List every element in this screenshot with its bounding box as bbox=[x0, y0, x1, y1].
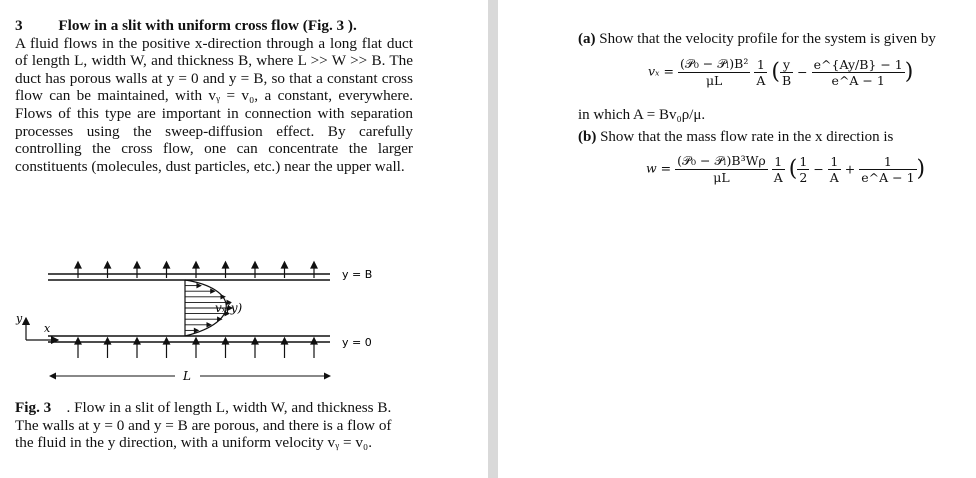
profile-arrow-head bbox=[197, 284, 201, 288]
cross-flow-arrow-head bbox=[311, 338, 317, 344]
cross-flow-arrow-head bbox=[75, 338, 81, 344]
length-label: L bbox=[183, 369, 191, 383]
part-b-text: Show that the mass flow rate in the x direction is bbox=[600, 129, 894, 145]
cross-flow-arrows-bottom bbox=[75, 338, 317, 358]
part-a-statement bbox=[578, 30, 936, 48]
problem-title: Flow in a slit with uniform cross flow (Fig. 3 ). bbox=[58, 17, 357, 34]
right-page bbox=[498, 0, 976, 478]
part-a-definition: in which A = Bv₀ρ/μ. bbox=[578, 107, 706, 123]
cross-flow-arrow-head bbox=[164, 262, 170, 268]
cross-flow-arrow-head bbox=[105, 262, 111, 268]
top-wall-label: y = B bbox=[342, 268, 373, 281]
part-b-statement bbox=[578, 128, 893, 146]
page-divider bbox=[488, 0, 498, 478]
cross-flow-arrow-head bbox=[223, 338, 229, 344]
cross-flow-arrows-top bbox=[75, 262, 317, 278]
problem-text: A fluid flows in the positive x-direction through a long flat duct of length L, width W, and thickness B, where L >> W >> B. The duct has porous walls at y = 0 and y = B, so that a constant cross flow can be maintained, with vᵧ = v₀, a constant, everywhere. Flows of this type are important in connection with separation processes using the sweep-diffusion effect. By carefully controlling the cross flow, one can concentrate the larger constituents (molecules, dust particles, etc.) near the upper wall. bbox=[15, 34, 413, 175]
x-axis-label: x bbox=[44, 322, 51, 335]
part-b-label: (b) bbox=[578, 129, 597, 145]
cross-flow-arrow-head bbox=[164, 338, 170, 344]
y-axis-label: y bbox=[16, 312, 23, 325]
cross-flow-arrow-head bbox=[252, 338, 258, 344]
cross-flow-arrow-head bbox=[282, 262, 288, 268]
velocity-equation: vₓ = $\frac{\text{(𝒫₀ − 𝒫ₗ)B²}}{\mu L}$ $\frac{1}{A}$ ( $\frac{y}{B}$ − $\frac{e\^{}\{Ay/B\} - 1}{e\^{}A - 1}$ ) bbox=[648, 56, 914, 88]
problem-statement bbox=[15, 17, 413, 175]
cross-flow-arrow-head bbox=[282, 338, 288, 344]
profile-label: vₓ(y) bbox=[215, 301, 243, 315]
cross-flow-arrow-head bbox=[193, 262, 199, 268]
figure-slit-flow bbox=[0, 240, 400, 390]
figure-caption bbox=[15, 399, 400, 452]
cross-flow-arrow-head bbox=[252, 262, 258, 268]
cross-flow-arrow-head bbox=[223, 262, 229, 268]
cross-flow-arrow-head bbox=[311, 262, 317, 268]
caption-label: Fig. 3 bbox=[15, 399, 52, 416]
problem-number: 3 bbox=[15, 17, 23, 34]
cross-flow-arrow-head bbox=[134, 262, 140, 268]
bottom-wall-label: y = 0 bbox=[342, 336, 372, 349]
mass-flow-equation: w = $\frac{\text{(𝒫₀ − 𝒫ₗ)B³Wρ}}{\mu L}$ $\frac{1}{A}$ ( $\frac{1}{2}$ − $\frac{1}{A}$ + $\frac{1}{e\^{}A - 1}$ ) bbox=[646, 153, 926, 185]
cross-flow-arrow-head bbox=[134, 338, 140, 344]
part-a-label: (a) bbox=[578, 31, 596, 47]
part-a-text: Show that the velocity profile for the system is given by bbox=[599, 31, 936, 47]
cross-flow-arrow-head bbox=[105, 338, 111, 344]
cross-flow-arrow-head bbox=[75, 262, 81, 268]
caption-text: . Flow in a slit of length L, width W, and thickness B. The walls at y = 0 and y = B are porous, and there is a flow of the fluid in the y direction, with a uniform velocity vᵧ = v₀. bbox=[15, 399, 392, 452]
cross-flow-arrow-head bbox=[193, 338, 199, 344]
